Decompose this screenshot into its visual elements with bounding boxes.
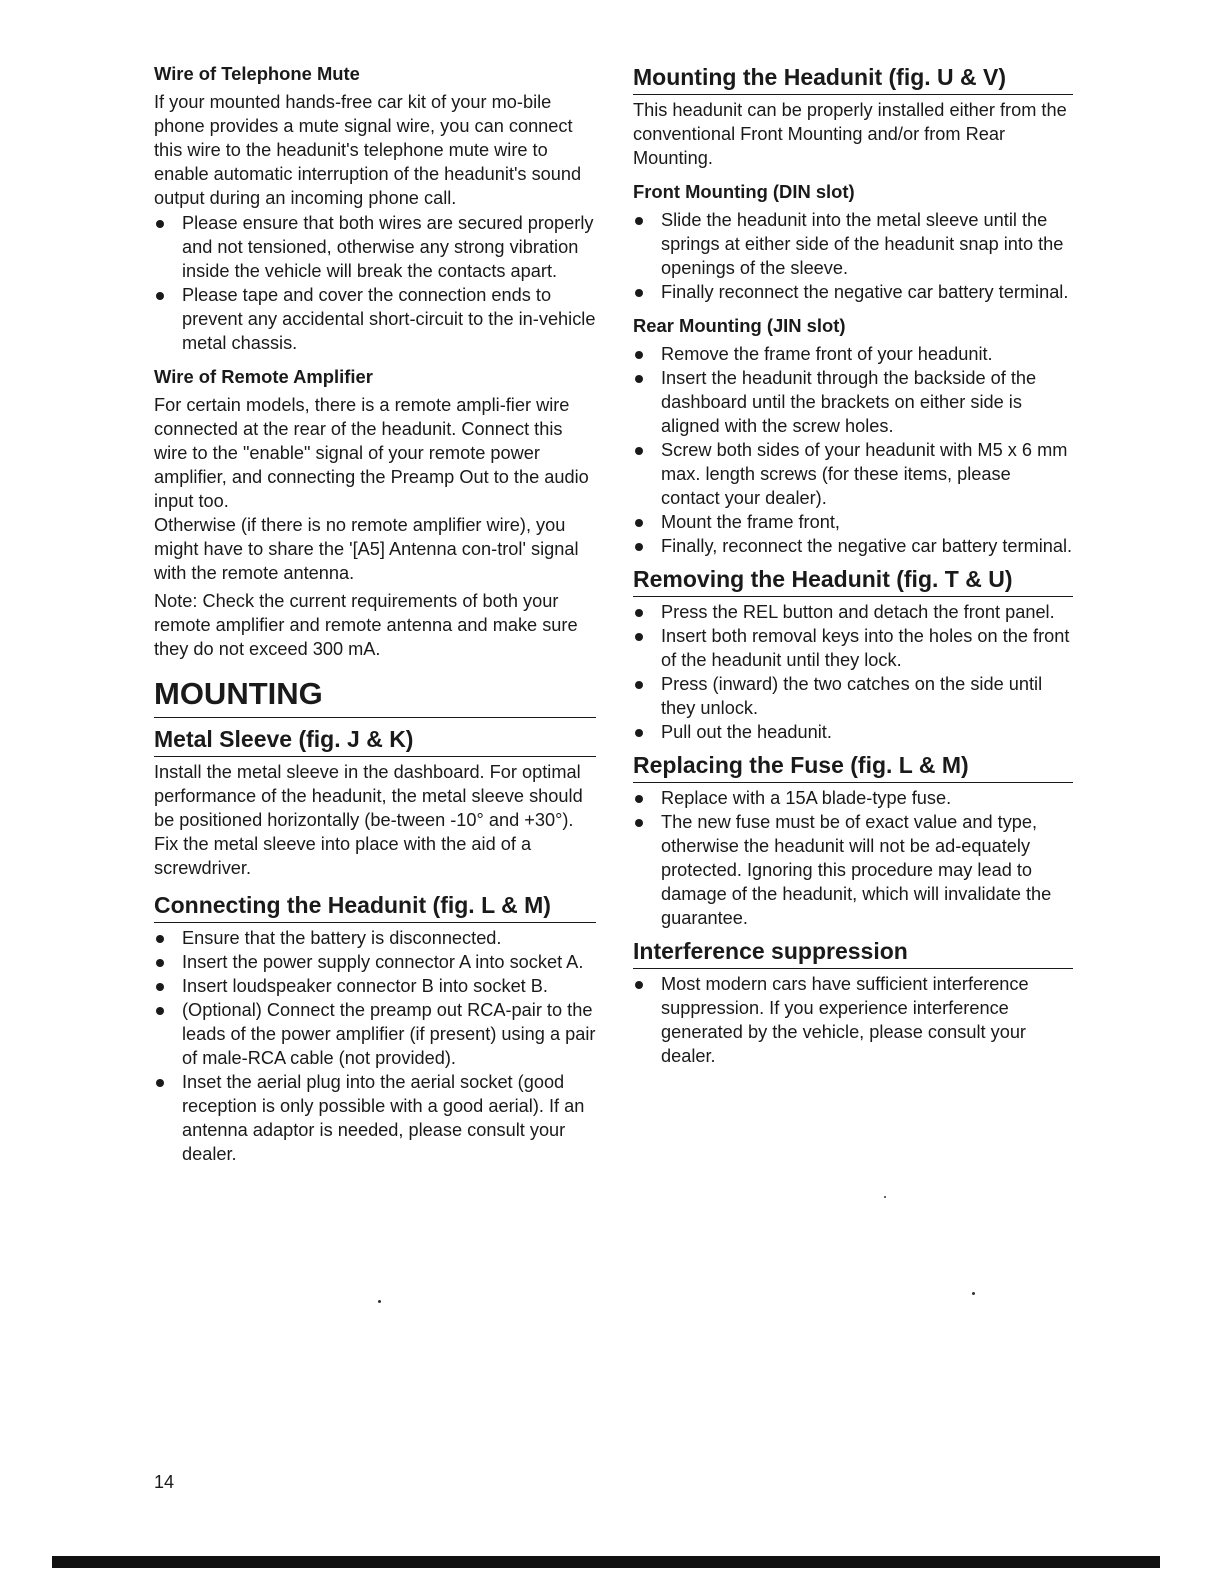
list-item: Most modern cars have sufficient interference suppression. If you experience interference generated by the vehicle, please consult your dealer. bbox=[633, 972, 1073, 1068]
metal-sleeve-text: Install the metal sleeve in the dashboard. For optimal performance of the headunit, the metal sleeve should be positioned horizontally (be-tween -10° and +30°). Fix the metal sleeve into place with the aid of a screwdriver. bbox=[154, 762, 583, 878]
list-item: Remove the frame front of your headunit. bbox=[633, 342, 1073, 366]
list-item: The new fuse must be of exact value and type, otherwise the headunit will not be ad-equately protected. Ignoring this procedure may lead to damage of the headunit, which will invalidate the guarantee. bbox=[633, 810, 1073, 930]
telephone-mute-list bbox=[154, 211, 596, 355]
scan-speck bbox=[884, 1196, 886, 1198]
bullet-icon bbox=[635, 351, 643, 359]
interference-list bbox=[633, 972, 1073, 1068]
list-item: Please ensure that both wires are secured properly and not tensioned, otherwise any strong vibration inside the vehicle will break the contacts apart. bbox=[154, 211, 596, 283]
list-item: Inset the aerial plug into the aerial socket (good reception is only possible with a good aerial). If an antenna adaptor is needed, please consult your dealer. bbox=[154, 1070, 596, 1166]
bullet-icon bbox=[635, 819, 643, 827]
list-item: Insert the power supply connector A into socket A. bbox=[154, 950, 596, 974]
page-number: 14 bbox=[154, 1472, 175, 1492]
list-item: Press the REL button and detach the front panel. bbox=[633, 600, 1073, 624]
bullet-icon bbox=[156, 1079, 164, 1087]
interference-heading: Interference suppression bbox=[633, 936, 1073, 969]
bullet-icon bbox=[635, 681, 643, 689]
mounting-headunit-text: This headunit can be properly installed either from the conventional Front Mounting and/or from Rear Mounting. bbox=[633, 100, 1067, 168]
list-item: (Optional) Connect the preamp out RCA-pair to the leads of the power amplifier (if present) using a pair of male-RCA cable (not provided). bbox=[154, 998, 596, 1070]
list-item: Insert loudspeaker connector B into socket B. bbox=[154, 974, 596, 998]
list-item: Insert both removal keys into the holes on the front of the headunit until they lock. bbox=[633, 624, 1073, 672]
bullet-icon bbox=[635, 795, 643, 803]
list-item: Mount the frame front, bbox=[633, 510, 1073, 534]
bullet-icon bbox=[635, 375, 643, 383]
bullet-icon bbox=[635, 981, 643, 989]
list-item: Slide the headunit into the metal sleeve until the springs at either side of the headunit snap into the openings of the sleeve. bbox=[633, 208, 1073, 280]
list-item: Ensure that the battery is disconnected. bbox=[154, 926, 596, 950]
front-mounting-heading: Front Mounting (DIN slot) bbox=[633, 181, 855, 202]
bullet-icon bbox=[156, 983, 164, 991]
remote-amplifier-note: Note: Check the current requirements of both your remote amplifier and remote antenna and make sure they do not exceed 300 mA. bbox=[154, 591, 578, 659]
list-item: Pull out the headunit. bbox=[633, 720, 1073, 744]
list-item: Finally reconnect the negative car battery terminal. bbox=[633, 280, 1073, 304]
bullet-icon bbox=[635, 519, 643, 527]
right-column bbox=[633, 62, 1073, 1068]
bullet-icon bbox=[156, 935, 164, 943]
rear-mounting-heading: Rear Mounting (JIN slot) bbox=[633, 315, 846, 336]
bullet-icon bbox=[635, 217, 643, 225]
removing-heading: Removing the Headunit (fig. T & U) bbox=[633, 564, 1073, 597]
fuse-list bbox=[633, 786, 1073, 930]
bullet-icon bbox=[156, 292, 164, 300]
remote-amplifier-text-1: For certain models, there is a remote ampli-fier wire connected at the rear of the headunit. Connect this wire to the "enable" signal of your remote power amplifier, and connecting the Preamp Out to the audio input too. bbox=[154, 395, 589, 511]
scan-speck bbox=[972, 1292, 975, 1295]
telephone-mute-heading: Wire of Telephone Mute bbox=[154, 63, 360, 84]
mounting-title: MOUNTING bbox=[154, 675, 596, 718]
list-item: Insert the headunit through the backside of the dashboard until the brackets on either side is aligned with the screw holes. bbox=[633, 366, 1073, 438]
bullet-icon bbox=[635, 633, 643, 641]
remote-amplifier-text-2: Otherwise (if there is no remote amplifier wire), you might have to share the '[A5] Antenna con-trol' signal with the remote antenna. bbox=[154, 515, 579, 583]
bullet-icon bbox=[635, 609, 643, 617]
metal-sleeve-heading: Metal Sleeve (fig. J & K) bbox=[154, 724, 596, 757]
bullet-icon bbox=[635, 289, 643, 297]
scan-speck bbox=[378, 1300, 381, 1303]
bullet-icon bbox=[635, 729, 643, 737]
connecting-list bbox=[154, 926, 596, 1166]
list-item: Press (inward) the two catches on the side until they unlock. bbox=[633, 672, 1073, 720]
bullet-icon bbox=[156, 959, 164, 967]
bullet-icon bbox=[635, 447, 643, 455]
fuse-heading: Replacing the Fuse (fig. L & M) bbox=[633, 750, 1073, 783]
removing-list bbox=[633, 600, 1073, 744]
list-item: Finally, reconnect the negative car battery terminal. bbox=[633, 534, 1073, 558]
mounting-headunit-heading: Mounting the Headunit (fig. U & V) bbox=[633, 62, 1073, 95]
remote-amplifier-heading: Wire of Remote Amplifier bbox=[154, 366, 373, 387]
list-item: Screw both sides of your headunit with M5 x 6 mm max. length screws (for these items, please contact your dealer). bbox=[633, 438, 1073, 510]
left-column bbox=[154, 62, 596, 1166]
connecting-heading: Connecting the Headunit (fig. L & M) bbox=[154, 890, 596, 923]
bullet-icon bbox=[156, 1007, 164, 1015]
list-item: Please tape and cover the connection ends to prevent any accidental short-circuit to the in-vehicle metal chassis. bbox=[154, 283, 596, 355]
telephone-mute-text: If your mounted hands-free car kit of your mo-bile phone provides a mute signal wire, you can connect this wire to the headunit's telephone mute wire to enable automatic interruption of the headunit's sound output during an incoming phone call. bbox=[154, 92, 582, 208]
bullet-icon bbox=[156, 220, 164, 228]
list-item: Replace with a 15A blade-type fuse. bbox=[633, 786, 1073, 810]
bullet-icon bbox=[635, 543, 643, 551]
bottom-bar bbox=[52, 1556, 1160, 1568]
rear-mounting-list bbox=[633, 342, 1073, 558]
front-mounting-list bbox=[633, 208, 1073, 304]
